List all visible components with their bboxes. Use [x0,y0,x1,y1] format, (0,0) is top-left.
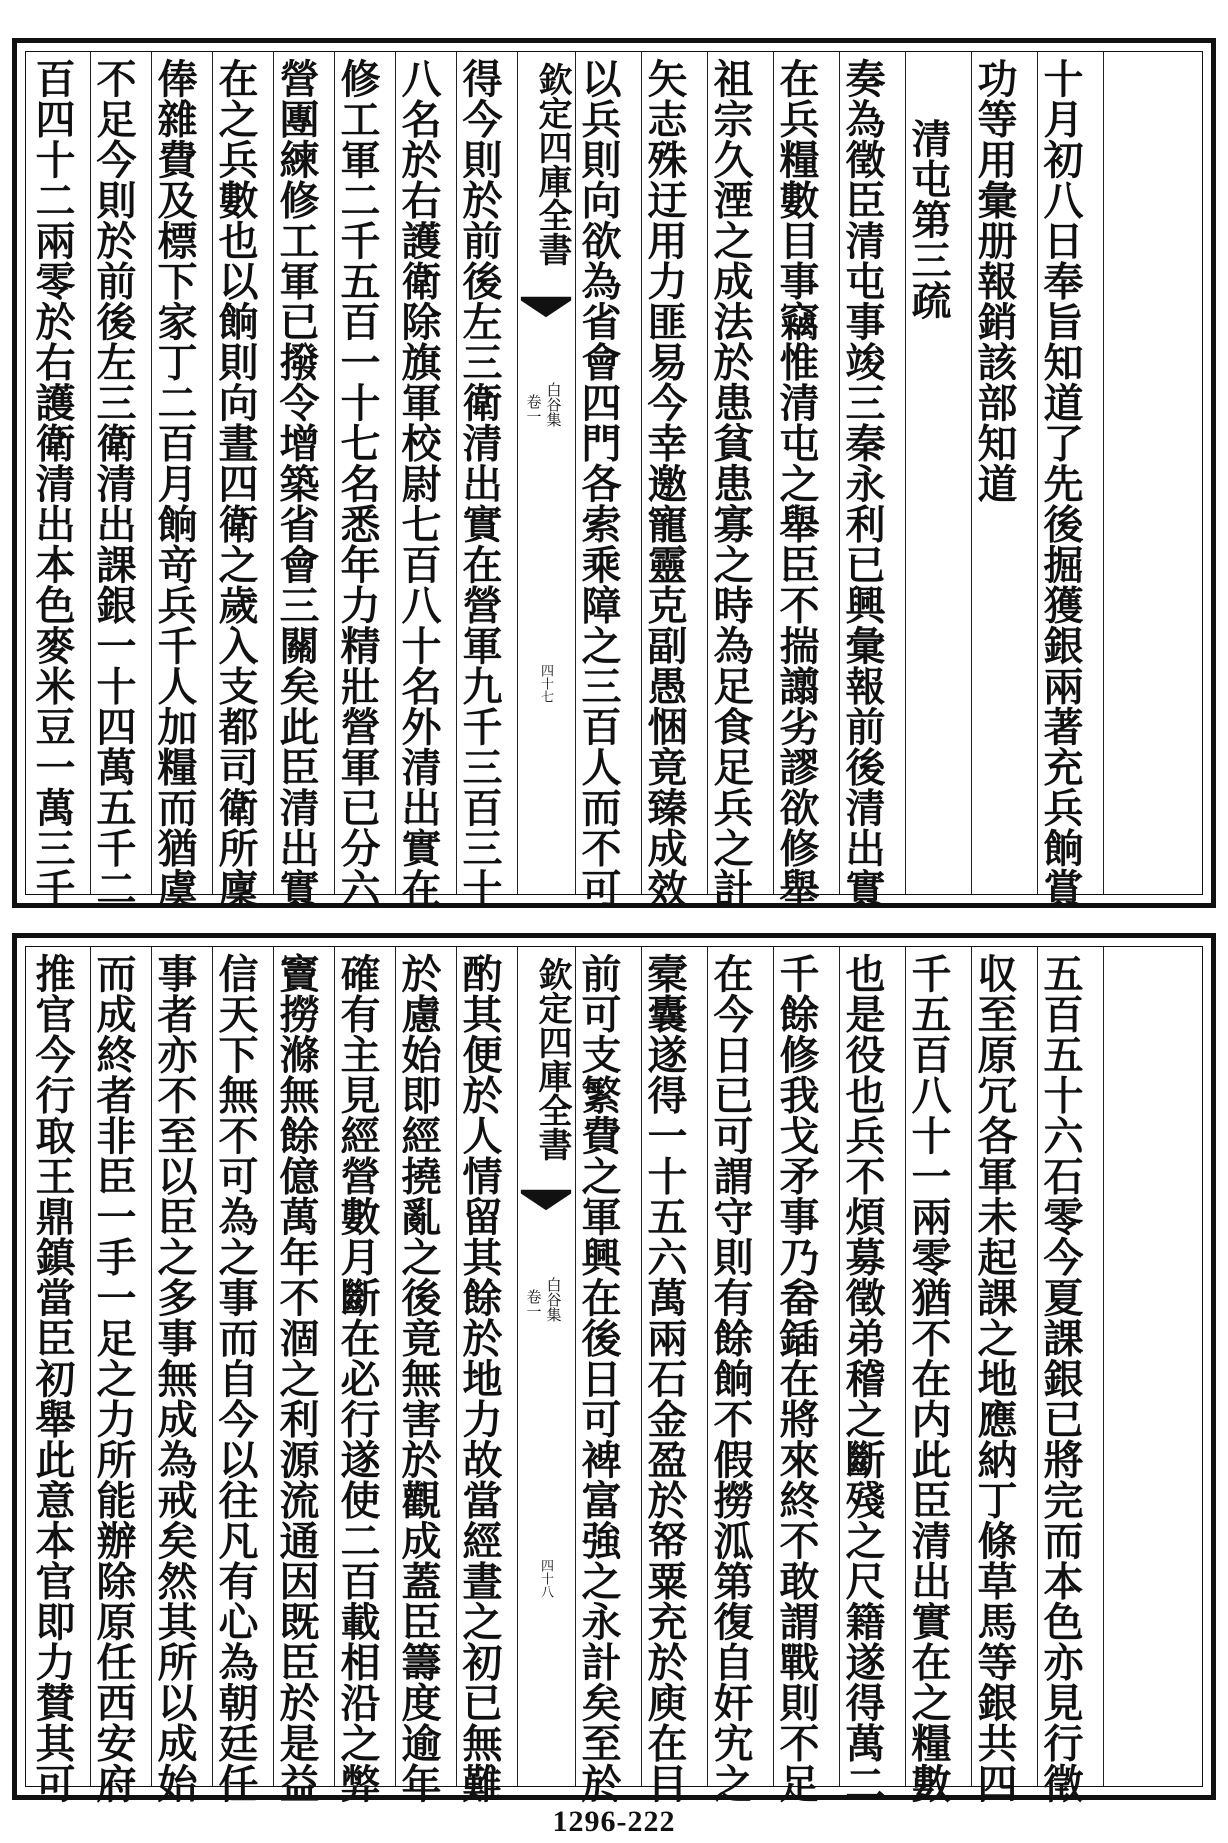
top-text-column-right-1: 十月初八日奉旨知道了先後掘獲銀兩著充兵餉賞 [1037,58,1084,909]
top-center-gutter [517,52,575,894]
top-gutter-collection: 白谷集 [544,382,563,427]
top-text-column-left-7: 不足今則於前後左三衛清出課銀一十四萬五千二 [90,58,137,909]
bottom-text-column-left-5: 信天下無不可為之事而自今以往凡有心為朝廷任 [212,953,259,1804]
bottom-text-column-left-3: 確有主見經營數月斷在必行遂使二百載相沿之弊 [334,953,381,1804]
top-text-column-right-5: 在兵糧數目事竊惟清屯之舉臣不揣譾劣謬欲修舉 [773,58,820,909]
top-text-column-left-3: 修工軍二千五百一十七名悉年力精壯營軍已分六 [334,58,381,909]
bottom-text-column-right-8: 前可支繁費之軍興在後日可裨富強之永計矣至於 [575,953,622,1804]
top-text-column-left-6: 俸雜費及標下家丁二百月餉竒兵千人加糧而猶虞 [151,58,198,909]
top-gutter-title: 欽定四庫全書 [532,62,572,266]
top-page-frame [12,38,1216,908]
column-rule [1103,52,1104,894]
top-text-column-left-2: 八名於右護衛除旗軍校尉七百八十名外清出實在 [395,58,442,909]
top-text-column-right-2: 功等用彙册報銷該部知道 [971,58,1018,504]
bottom-text-column-left-4: 竇撈滌無餘億萬年不涸之利源流通因既臣於是益 [273,953,320,1804]
bottom-text-column-right-6: 在今日已可謂守則有餘餉不假撈泒第復自奸宄之 [707,953,754,1804]
bottom-text-column-left-8: 推官今行取王鼎鎮當臣初舉此意本官即力賛其可 [29,953,76,1804]
bottom-gutter-title: 欽定四庫全書 [532,957,572,1161]
top-text-column-left-1: 得今則於前後左三衛清出實在營軍九千三百三十 [456,58,503,909]
top-text-column-right-6: 祖宗久湮之成法於患貧患寡之時為足食足兵之計 [707,58,754,909]
bottom-gutter-collection: 白谷集 [544,1277,563,1322]
fish-tail-mark-icon [519,1187,573,1213]
top-text-column-left-5: 在之兵數也以餉則向晝四衛之歲入支都司衛所廩 [212,58,259,909]
bottom-gutter-volume: 卷一 [524,1289,543,1319]
top-text-column-right-7: 矢志殊迂用力匪易今幸邀寵靈克副愚悃竟臻成效 [641,58,688,909]
top-page-inner-frame [25,51,1203,909]
bottom-text-column-right-5: 千餘修我戈矛事乃畚鍤在將來終不敢謂戰則不足 [773,953,820,1804]
bottom-text-column-left-2: 於慮始即經撓亂之後竟無害於觀成蓋臣籌度逾年 [395,953,442,1804]
top-text-column-left-8: 百四十二兩零於右護衛清出本色麥米豆一萬三千 [29,58,76,909]
top-section-heading: 清屯第三疏 [905,118,952,321]
bottom-center-gutter [517,947,575,1786]
fish-tail-mark-icon [519,294,573,320]
bottom-page-inner-frame [25,946,1203,1804]
bottom-text-column-right-1: 五百五十六石零今夏課銀已將完而本色亦見行徵 [1037,953,1084,1804]
column-rule [1103,947,1104,1786]
page-footer-number: 1296-222 [552,1805,676,1838]
bottom-text-column-left-1: 酌其便於人情留其餘於地力故當經晝之初已無難 [456,953,503,1804]
top-gutter-volume: 卷一 [524,394,543,424]
bottom-gutter-page-number: 四十八 [538,1559,553,1598]
bottom-text-column-right-3: 千五百八十一兩零猶不在内此臣清出實在之糧數 [905,953,952,1804]
top-gutter-page-number: 四十七 [538,664,553,703]
top-text-column-right-4: 奏為徵臣清屯事竣三秦永利已興彙報前後清出實 [839,58,886,909]
bottom-text-column-left-7: 而成終者非臣一手一足之力所能辦除原任西安府 [90,953,137,1804]
bottom-page-frame [12,933,1216,1804]
bottom-text-column-right-7: 槖囊遂得一十五六萬兩石金盈於帑粟充於庾在目 [641,953,688,1804]
bottom-text-column-right-2: 収至原冗各軍未起課之地應納丁條草馬等銀共四 [971,953,1018,1804]
bottom-text-column-right-4: 也是役也兵不煩募徵弟稽之斷殘之尺籍遂得萬二 [839,953,886,1804]
top-text-column-right-8: 以兵則向欲為省會四門各索乘障之三百人而不可 [575,58,622,909]
top-text-column-left-4: 營團練修工軍已撥令增築省會三關矣此臣清出實 [273,58,320,909]
bottom-text-column-left-6: 事者亦不至以臣之多事無成為戒矣然其所以成始 [151,953,198,1804]
